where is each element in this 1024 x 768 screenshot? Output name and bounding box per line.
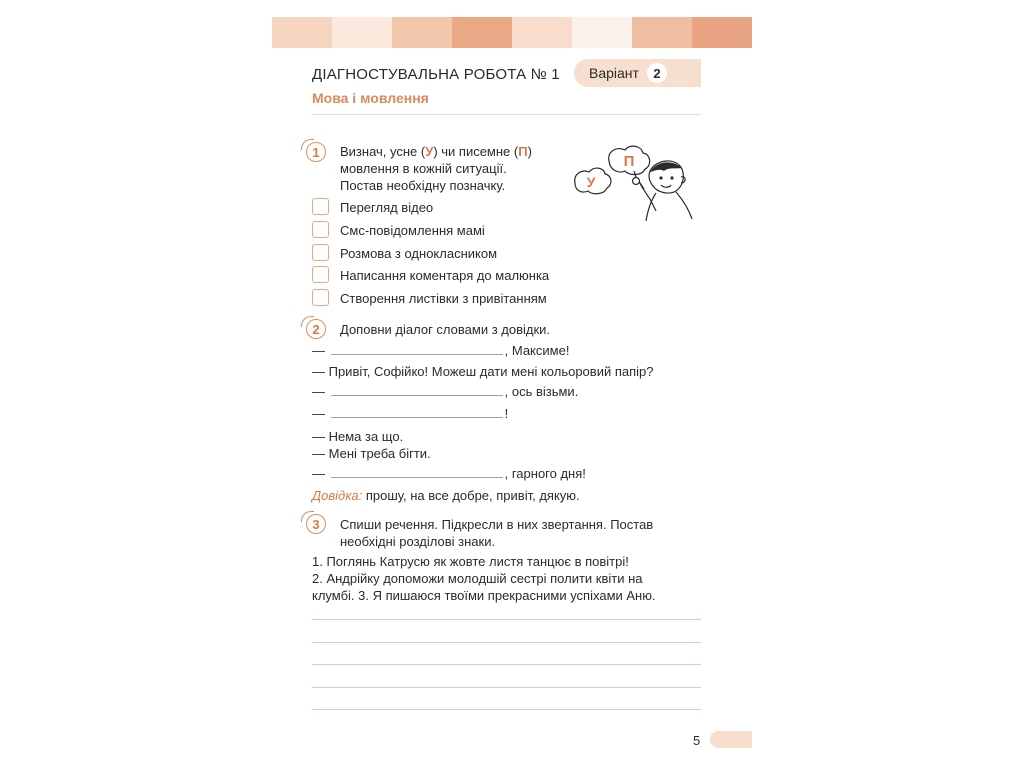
task-1-number: 1 (306, 142, 326, 162)
task-1-item-5: Створення листівки з привітанням (340, 291, 547, 306)
top-bar-segment (392, 17, 452, 48)
task-1-item-2: Смс-повідомлення мамі (340, 223, 485, 238)
task-1-item-1: Перегляд відео (340, 200, 434, 215)
writing-line[interactable] (312, 664, 701, 665)
variant-label: Варіант (589, 65, 639, 81)
page-number: 5 (693, 733, 701, 748)
task-1-instruction-line-1: Визнач, усне (У) чи писемне (П) (340, 144, 532, 159)
writing-line[interactable] (312, 687, 701, 688)
variant-badge (574, 59, 701, 87)
blank-field-1[interactable] (331, 342, 503, 355)
dialog-line-4: — ! (312, 406, 509, 421)
task-3-instruction-line-2: необхідні розділові знаки. (340, 534, 496, 549)
variant-number: 2 (647, 63, 667, 83)
writing-line[interactable] (312, 619, 701, 620)
page-subtitle: Мова і мовлення (312, 90, 429, 106)
task-3-sentence-line-3: клумбі. 3. Я пишаюся твоїми прекрасними успіхами Аню. (312, 588, 656, 603)
top-bar-segment (512, 17, 572, 48)
task-1-checkbox-2[interactable] (312, 221, 329, 238)
dialog-line-5: — Нема за що. (312, 429, 404, 444)
task-3-sentence-line-1: 1. Поглянь Катрусю як жовте листя танцює в повітрі! (312, 554, 629, 569)
bubble-letter-p: П (623, 153, 635, 170)
top-bar-segment (692, 17, 752, 48)
dialog-line-3: — , ось візьми. (312, 384, 579, 399)
task-3-number: 3 (306, 514, 326, 534)
top-bar-segment (272, 17, 332, 48)
task-1-checkbox-5[interactable] (312, 289, 329, 306)
dialog-line-7: — , гарного дня! (312, 466, 586, 481)
blank-field-3[interactable] (331, 405, 503, 418)
reference-words: Довідка: прошу, на все добре, привіт, дякую. (312, 488, 580, 503)
page-number-tab (710, 731, 752, 748)
task-1-item-3: Розмова з однокласником (340, 246, 498, 261)
dialog-line-1: — , Максиме! (312, 343, 570, 358)
top-bar-segment (632, 17, 692, 48)
header-divider (312, 114, 701, 115)
blank-field-4[interactable] (331, 465, 503, 478)
workbook-page (272, 17, 752, 752)
decorative-top-bar (272, 17, 752, 48)
page-title: ДІАГНОСТУВАЛЬНА РОБОТА № 1 (312, 66, 560, 83)
top-bar-segment (452, 17, 512, 48)
writing-line[interactable] (312, 709, 701, 710)
task-1-checkbox-3[interactable] (312, 244, 329, 261)
task-1-item-4: Написання коментаря до малюнка (340, 268, 550, 283)
top-bar-segment (572, 17, 632, 48)
dialog-line-2: — Привіт, Софійко! Можеш дати мені кольоровий папір? (312, 364, 654, 379)
task-2-instruction: Доповни діалог словами з довідки. (340, 322, 551, 337)
task-1-checkbox-4[interactable] (312, 266, 329, 283)
task-2-number: 2 (306, 319, 326, 339)
writing-line[interactable] (312, 642, 701, 643)
bubble-letter-u: У (586, 174, 596, 190)
task-1-instruction-line-2: мовлення в кожній ситуації. (340, 161, 507, 176)
dialog-line-6: — Мені треба бігти. (312, 446, 431, 461)
task-1-checkbox-1[interactable] (312, 198, 329, 215)
task-3-instruction-line-1: Спиши речення. Підкресли в них звертання. Постав (340, 517, 654, 532)
task-3-sentence-line-2: 2. Андрійку допоможи молодшій сестрі полити квіти на (312, 571, 643, 586)
top-bar-segment (332, 17, 392, 48)
blank-field-2[interactable] (331, 383, 503, 396)
boy-thinking-icon (572, 141, 694, 221)
task-1-instruction-line-3: Постав необхідну позначку. (340, 178, 506, 193)
